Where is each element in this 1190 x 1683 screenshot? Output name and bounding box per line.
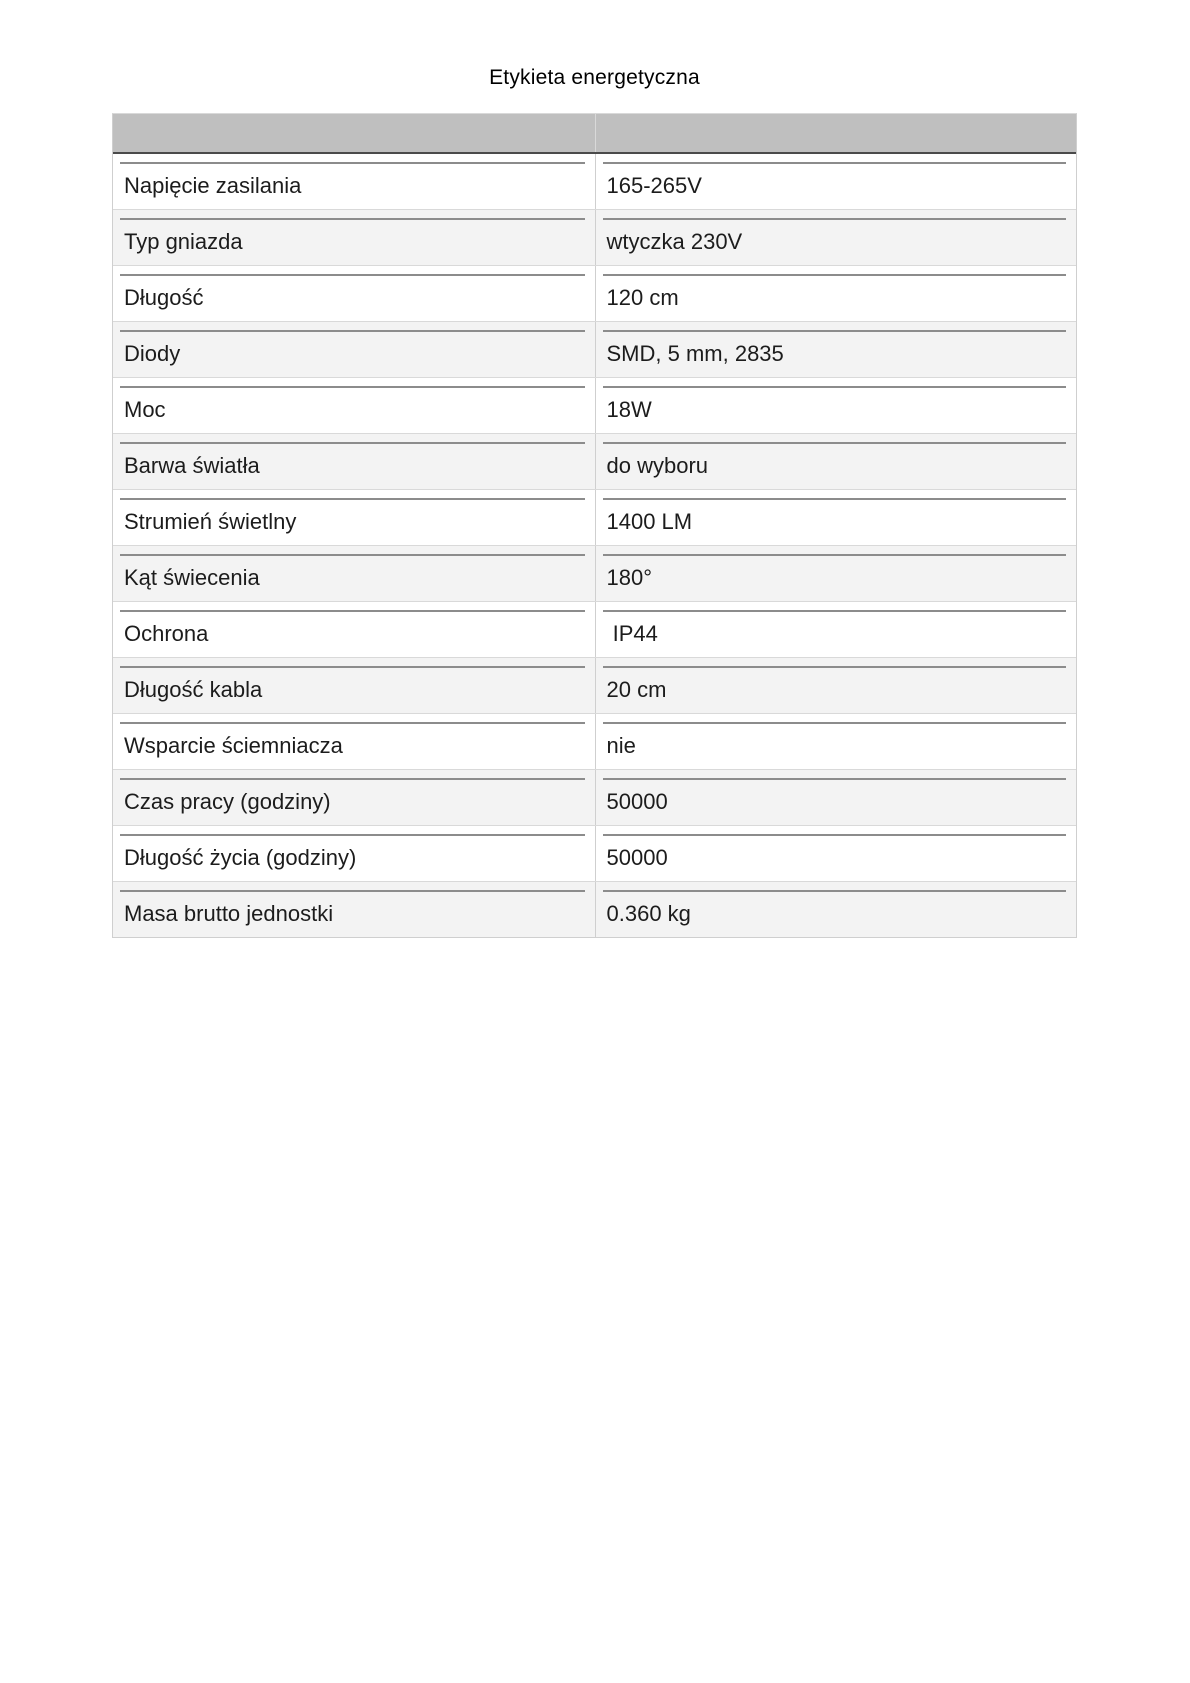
header-cell-value <box>595 114 1077 152</box>
spec-value: 165-265V <box>595 154 1077 209</box>
spec-label: Barwa światła <box>113 434 595 489</box>
spec-value: SMD, 5 mm, 2835 <box>595 322 1077 377</box>
spec-value: wtyczka 230V <box>595 210 1077 265</box>
spec-value: 120 cm <box>595 266 1077 321</box>
spec-value: 180° <box>595 546 1077 601</box>
table-body <box>113 154 1076 937</box>
spec-label: Masa brutto jednostki <box>113 882 595 937</box>
spec-label: Kąt świecenia <box>113 546 595 601</box>
spec-label: Diody <box>113 322 595 377</box>
spec-label: Długość <box>113 266 595 321</box>
spec-value: nie <box>595 714 1077 769</box>
page-title: Etykieta energetyczna <box>489 66 700 89</box>
table-row <box>113 321 1076 377</box>
spec-value: 50000 <box>595 770 1077 825</box>
spec-value: do wyboru <box>595 434 1077 489</box>
spec-label: Typ gniazda <box>113 210 595 265</box>
spec-label: Długość życia (godziny) <box>113 826 595 881</box>
spec-label: Wsparcie ściemniacza <box>113 714 595 769</box>
spec-label: Czas pracy (godziny) <box>113 770 595 825</box>
spec-label: Ochrona <box>113 602 595 657</box>
spec-label: Strumień świetlny <box>113 490 595 545</box>
table-row <box>113 377 1076 433</box>
table-row <box>113 265 1076 321</box>
spec-label: Długość kabla <box>113 658 595 713</box>
table-row <box>113 154 1076 209</box>
spec-value: 18W <box>595 378 1077 433</box>
table-row <box>113 433 1076 489</box>
header-cell-label <box>113 114 595 152</box>
spec-value: 50000 <box>595 826 1077 881</box>
table-row <box>113 209 1076 265</box>
table-row <box>113 825 1076 881</box>
spec-label: Napięcie zasilania <box>113 154 595 209</box>
spec-value: 0.360 kg <box>595 882 1077 937</box>
table-row <box>113 769 1076 825</box>
spec-value: 1400 LM <box>595 490 1077 545</box>
spec-value: IP44 <box>595 602 1077 657</box>
table-row <box>113 601 1076 657</box>
spec-value: 20 cm <box>595 658 1077 713</box>
spec-label: Moc <box>113 378 595 433</box>
table-row <box>113 489 1076 545</box>
table-row <box>113 545 1076 601</box>
table-row <box>113 657 1076 713</box>
spec-table <box>112 113 1077 938</box>
table-row <box>113 713 1076 769</box>
table-header-row <box>113 114 1076 154</box>
table-row <box>113 881 1076 937</box>
